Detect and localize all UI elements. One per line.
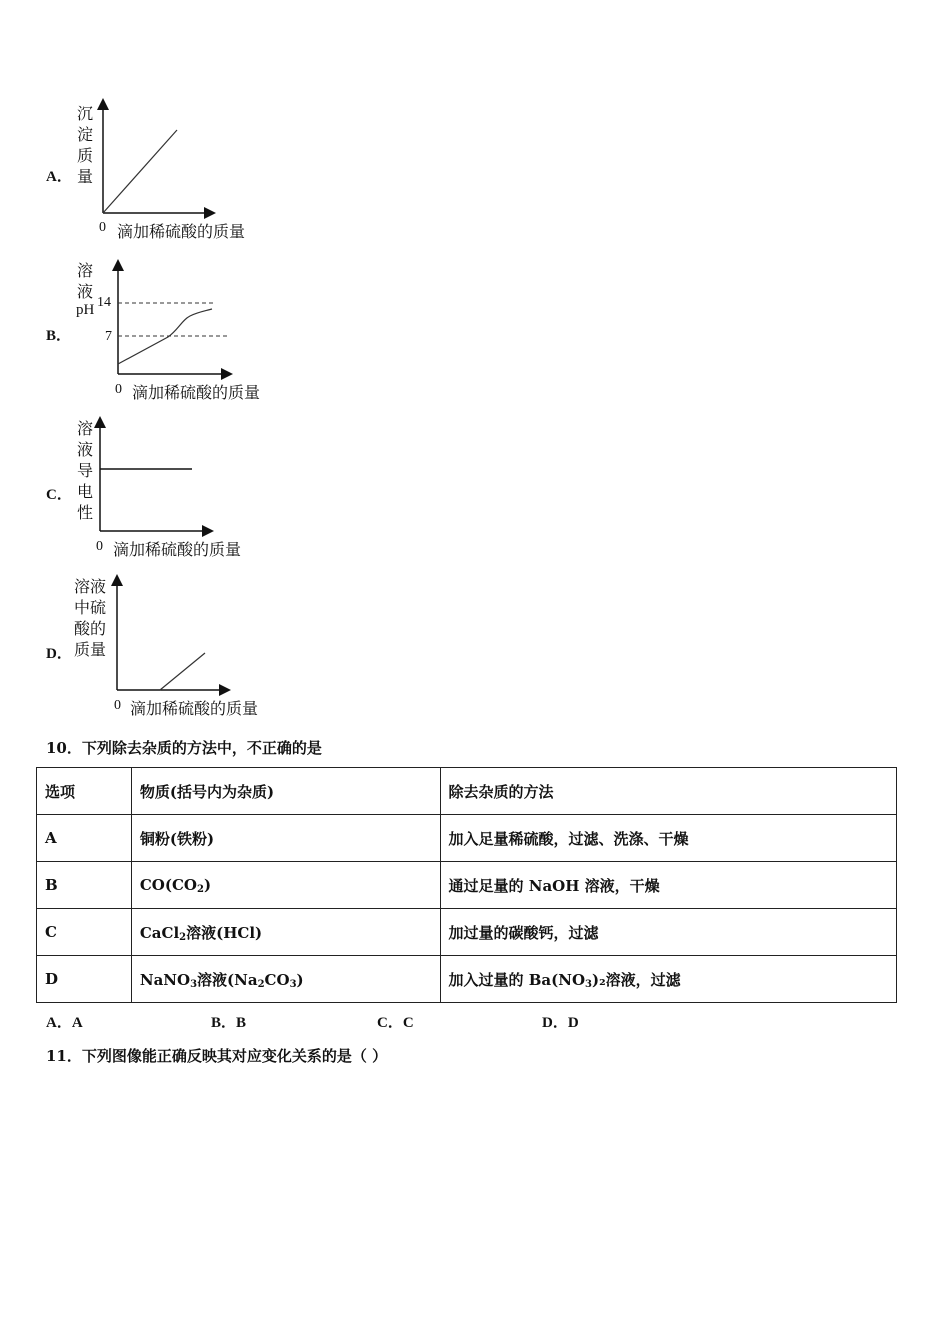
graph-b-tick-7: 7 — [105, 329, 112, 344]
choice-a[interactable]: A．A — [46, 1015, 83, 1031]
option-b-label: B． — [46, 328, 72, 344]
option-d-label: D． — [46, 646, 72, 662]
table-row — [37, 815, 897, 862]
row-d-option: D — [37, 956, 132, 1003]
row-b-substance: $CO(CO_2)$ — [131, 862, 440, 909]
graph-c-origin: 0 — [96, 539, 103, 554]
graph-a-origin: 0 — [99, 220, 106, 235]
graph-b-y-label: 溶 液 — [76, 261, 93, 301]
option-a-label: A． — [46, 169, 72, 185]
graph-b-x-label: 滴加稀硫酸的质量 — [132, 383, 261, 402]
table-row — [37, 862, 897, 909]
row-d-method: 加入过量的 $Ba(NO_3)_2$溶液，过滤 — [440, 956, 896, 1003]
graph-d-curve — [160, 653, 205, 690]
row-d-substance: NaNO$_3$溶液$(Na_2CO_3)$ — [131, 956, 440, 1003]
table-header-row — [37, 768, 897, 815]
table-row — [37, 956, 897, 1003]
header-method: 除去杂质的方法 — [440, 768, 896, 815]
question-11-title: 11．下列图像能正确反映其对应变化关系的是（ ） — [46, 1047, 388, 1065]
row-a-method: 加入足量稀硫酸，过滤、洗涤、干燥 — [440, 815, 896, 862]
row-b-method: 通过足量的 NaOH 溶液，干燥 — [440, 862, 896, 909]
choice-b[interactable]: B．B — [211, 1015, 247, 1031]
graph-a-y-label: 沉 淀 质 量 — [76, 104, 93, 186]
row-a-substance: 铜粉(铁粉) — [131, 815, 440, 862]
row-c-method: 加过量的碳酸钙，过滤 — [440, 909, 896, 956]
graph-a-x-label: 滴加稀硫酸的质量 — [117, 222, 246, 241]
impurity-table — [36, 767, 897, 1003]
graph-b-tick-14: 14 — [97, 295, 111, 310]
row-c-substance: CaCl$_2$溶液(HCl) — [131, 909, 440, 956]
row-b-option: B — [37, 862, 132, 909]
table-row — [37, 909, 897, 956]
graph-d-x-label: 滴加稀硫酸的质量 — [130, 699, 259, 718]
graph-d-origin: 0 — [114, 698, 121, 713]
row-a-option: A — [37, 815, 132, 862]
graph-c-y-label: 溶 液 导 电 性 — [76, 419, 93, 522]
graph-d-y-label: 溶液 中硫 酸的 质量 — [74, 577, 107, 659]
question-10-title: 10．下列除去杂质的方法中，不正确的是 — [46, 739, 322, 757]
graph-b-ph-label: pH — [76, 302, 95, 318]
row-c-option: C — [37, 909, 132, 956]
option-c-label: C． — [46, 487, 72, 503]
choice-c[interactable]: C．C — [377, 1015, 414, 1031]
graph-c-x-label: 滴加稀硫酸的质量 — [113, 540, 242, 559]
header-option: 选项 — [37, 768, 132, 815]
graph-b-origin: 0 — [115, 382, 122, 397]
choice-d[interactable]: D．D — [542, 1015, 579, 1031]
header-substance: 物质(括号内为杂质) — [131, 768, 440, 815]
